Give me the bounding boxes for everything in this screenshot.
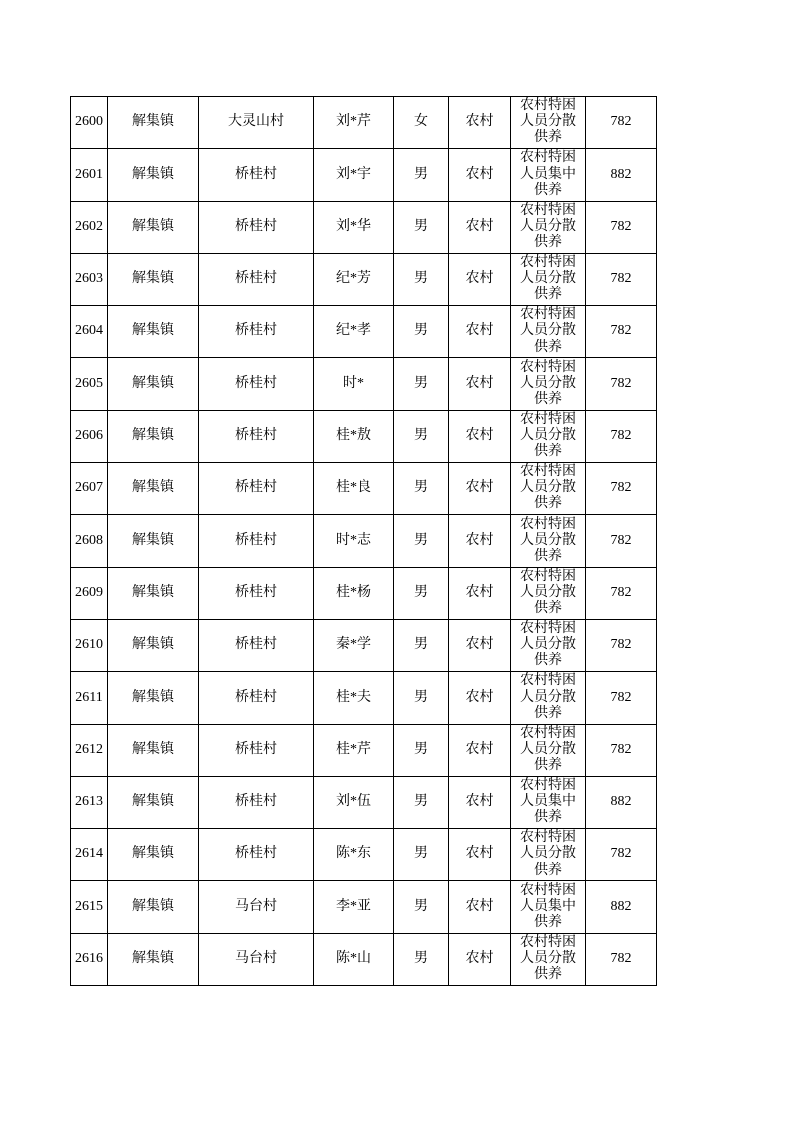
cell-support-type — [511, 149, 586, 201]
cell-village: 桥桂村 — [199, 410, 314, 462]
cell-village: 桥桂村 — [199, 463, 314, 515]
cell-town: 解集镇 — [108, 776, 199, 828]
cell-amount: 782 — [586, 933, 657, 985]
cell-area-type: 农村 — [449, 253, 511, 305]
cell-town: 解集镇 — [108, 829, 199, 881]
cell-amount: 782 — [586, 201, 657, 253]
cell-area-type: 农村 — [449, 463, 511, 515]
cell-town: 解集镇 — [108, 97, 199, 149]
table-row — [71, 149, 657, 201]
cell-village: 桥桂村 — [199, 149, 314, 201]
cell-amount: 782 — [586, 829, 657, 881]
cell-sequence-number: 2606 — [71, 410, 108, 462]
cell-gender: 男 — [394, 567, 449, 619]
cell-sequence-number: 2601 — [71, 149, 108, 201]
cell-village: 桥桂村 — [199, 672, 314, 724]
table-row — [71, 672, 657, 724]
cell-village: 桥桂村 — [199, 724, 314, 776]
cell-village: 桥桂村 — [199, 253, 314, 305]
table-row — [71, 776, 657, 828]
table-row — [71, 201, 657, 253]
cell-area-type: 农村 — [449, 97, 511, 149]
cell-sequence-number: 2602 — [71, 201, 108, 253]
table-row — [71, 463, 657, 515]
cell-person-name: 时* — [314, 358, 394, 410]
cell-gender: 男 — [394, 463, 449, 515]
cell-gender: 男 — [394, 881, 449, 933]
cell-amount: 782 — [586, 358, 657, 410]
cell-sequence-number: 2612 — [71, 724, 108, 776]
support-type-text: 农村特困人员分散供养 — [520, 411, 576, 460]
cell-amount: 782 — [586, 515, 657, 567]
cell-person-name: 陈*东 — [314, 829, 394, 881]
cell-town: 解集镇 — [108, 410, 199, 462]
cell-town: 解集镇 — [108, 463, 199, 515]
table-row — [71, 567, 657, 619]
cell-gender: 女 — [394, 97, 449, 149]
cell-support-type — [511, 410, 586, 462]
cell-person-name: 刘*华 — [314, 201, 394, 253]
support-type-text: 农村特困人员分散供养 — [520, 516, 576, 564]
cell-town: 解集镇 — [108, 358, 199, 410]
cell-gender: 男 — [394, 358, 449, 410]
cell-amount: 782 — [586, 97, 657, 149]
table-row — [71, 515, 657, 567]
cell-amount: 782 — [586, 672, 657, 724]
cell-person-name: 桂*敖 — [314, 410, 394, 462]
cell-town: 解集镇 — [108, 619, 199, 671]
cell-town: 解集镇 — [108, 567, 199, 619]
table-row — [71, 97, 657, 149]
support-type-text: 农村特困人员集中供养 — [520, 882, 576, 930]
cell-town: 解集镇 — [108, 306, 199, 358]
support-type-text: 农村特困人员分散供养 — [520, 464, 576, 512]
cell-person-name: 秦*学 — [314, 619, 394, 671]
cell-sequence-number: 2616 — [71, 933, 108, 985]
cell-village: 桥桂村 — [199, 829, 314, 881]
cell-area-type: 农村 — [449, 933, 511, 985]
table-row — [71, 253, 657, 305]
cell-person-name: 桂*良 — [314, 463, 394, 515]
table-row — [71, 829, 657, 881]
cell-amount: 782 — [586, 253, 657, 305]
support-type-text: 农村特困人员分散供养 — [520, 673, 576, 721]
cell-town: 解集镇 — [108, 253, 199, 305]
support-type-text: 农村特困人员集中供养 — [520, 778, 576, 826]
cell-amount: 782 — [586, 410, 657, 462]
cell-sequence-number: 2608 — [71, 515, 108, 567]
cell-town: 解集镇 — [108, 201, 199, 253]
cell-support-type — [511, 881, 586, 933]
cell-person-name: 刘*宇 — [314, 149, 394, 201]
cell-person-name: 刘*芹 — [314, 97, 394, 149]
cell-support-type — [511, 567, 586, 619]
cell-person-name: 刘*伍 — [314, 776, 394, 828]
cell-person-name: 桂*芹 — [314, 724, 394, 776]
cell-sequence-number: 2614 — [71, 829, 108, 881]
support-type-text: 农村特困人员分散供养 — [520, 202, 576, 250]
support-type-text: 农村特困人员分散供养 — [520, 359, 576, 407]
cell-area-type: 农村 — [449, 567, 511, 619]
cell-sequence-number: 2611 — [71, 672, 108, 724]
cell-village: 桥桂村 — [199, 515, 314, 567]
cell-amount: 782 — [586, 619, 657, 671]
cell-gender: 男 — [394, 724, 449, 776]
cell-amount: 882 — [586, 881, 657, 933]
cell-amount: 782 — [586, 463, 657, 515]
cell-support-type — [511, 515, 586, 567]
cell-gender: 男 — [394, 829, 449, 881]
cell-person-name: 桂*夫 — [314, 672, 394, 724]
cell-sequence-number: 2604 — [71, 306, 108, 358]
cell-gender: 男 — [394, 410, 449, 462]
table-row — [71, 619, 657, 671]
cell-support-type — [511, 672, 586, 724]
cell-sequence-number: 2610 — [71, 619, 108, 671]
support-type-text: 农村特困人员集中供养 — [520, 150, 576, 198]
support-type-text: 农村特困人员分散供养 — [520, 621, 576, 669]
cell-person-name: 桂*杨 — [314, 567, 394, 619]
cell-person-name: 陈*山 — [314, 933, 394, 985]
cell-village: 桥桂村 — [199, 619, 314, 671]
cell-person-name: 纪*芳 — [314, 253, 394, 305]
cell-amount: 882 — [586, 776, 657, 828]
support-type-text: 农村特困人员分散供养 — [520, 725, 576, 773]
cell-sequence-number: 2609 — [71, 567, 108, 619]
cell-support-type — [511, 933, 586, 985]
cell-area-type: 农村 — [449, 149, 511, 201]
cell-village: 马台村 — [199, 881, 314, 933]
cell-person-name: 李*亚 — [314, 881, 394, 933]
cell-area-type: 农村 — [449, 619, 511, 671]
cell-sequence-number: 2607 — [71, 463, 108, 515]
cell-town: 解集镇 — [108, 515, 199, 567]
support-type-text: 农村特困人员分散供养 — [520, 934, 576, 983]
cell-support-type — [511, 97, 586, 149]
cell-village: 桥桂村 — [199, 776, 314, 828]
cell-support-type — [511, 201, 586, 253]
support-type-text: 农村特困人员分散供养 — [520, 830, 576, 878]
cell-amount: 782 — [586, 567, 657, 619]
cell-gender: 男 — [394, 149, 449, 201]
table-row — [71, 933, 657, 985]
cell-gender: 男 — [394, 201, 449, 253]
cell-amount: 782 — [586, 306, 657, 358]
cell-gender: 男 — [394, 933, 449, 985]
cell-support-type — [511, 463, 586, 515]
cell-area-type: 农村 — [449, 881, 511, 933]
cell-support-type — [511, 724, 586, 776]
cell-sequence-number: 2615 — [71, 881, 108, 933]
cell-village: 大灵山村 — [199, 97, 314, 149]
cell-sequence-number: 2603 — [71, 253, 108, 305]
cell-area-type: 农村 — [449, 410, 511, 462]
cell-support-type — [511, 253, 586, 305]
cell-gender: 男 — [394, 619, 449, 671]
table-row — [71, 410, 657, 462]
cell-area-type: 农村 — [449, 776, 511, 828]
cell-gender: 男 — [394, 306, 449, 358]
cell-support-type — [511, 306, 586, 358]
cell-village: 马台村 — [199, 933, 314, 985]
cell-sequence-number: 2613 — [71, 776, 108, 828]
cell-person-name: 时*志 — [314, 515, 394, 567]
cell-village: 桥桂村 — [199, 201, 314, 253]
cell-area-type: 农村 — [449, 515, 511, 567]
cell-area-type: 农村 — [449, 201, 511, 253]
data-table — [70, 96, 657, 986]
cell-area-type: 农村 — [449, 358, 511, 410]
cell-support-type — [511, 619, 586, 671]
cell-area-type: 农村 — [449, 306, 511, 358]
cell-town: 解集镇 — [108, 933, 199, 985]
cell-village: 桥桂村 — [199, 306, 314, 358]
cell-area-type: 农村 — [449, 672, 511, 724]
cell-village: 桥桂村 — [199, 358, 314, 410]
cell-town: 解集镇 — [108, 149, 199, 201]
support-type-text: 农村特困人员分散供养 — [520, 568, 576, 617]
cell-support-type — [511, 358, 586, 410]
support-type-text: 农村特困人员分散供养 — [520, 255, 576, 303]
cell-amount: 882 — [586, 149, 657, 201]
table-row — [71, 724, 657, 776]
cell-gender: 男 — [394, 515, 449, 567]
cell-support-type — [511, 776, 586, 828]
cell-area-type: 农村 — [449, 724, 511, 776]
cell-person-name: 纪*孝 — [314, 306, 394, 358]
table-row — [71, 306, 657, 358]
cell-sequence-number: 2600 — [71, 97, 108, 149]
cell-village: 桥桂村 — [199, 567, 314, 619]
cell-area-type: 农村 — [449, 829, 511, 881]
table-row — [71, 358, 657, 410]
cell-amount: 782 — [586, 724, 657, 776]
table-row — [71, 881, 657, 933]
cell-support-type — [511, 829, 586, 881]
cell-town: 解集镇 — [108, 724, 199, 776]
cell-gender: 男 — [394, 253, 449, 305]
cell-town: 解集镇 — [108, 881, 199, 933]
support-type-text: 农村特困人员分散供养 — [520, 98, 576, 146]
cell-gender: 男 — [394, 672, 449, 724]
cell-gender: 男 — [394, 776, 449, 828]
table-body — [71, 97, 657, 986]
cell-sequence-number: 2605 — [71, 358, 108, 410]
cell-town: 解集镇 — [108, 672, 199, 724]
support-type-text: 农村特困人员分散供养 — [520, 307, 576, 355]
